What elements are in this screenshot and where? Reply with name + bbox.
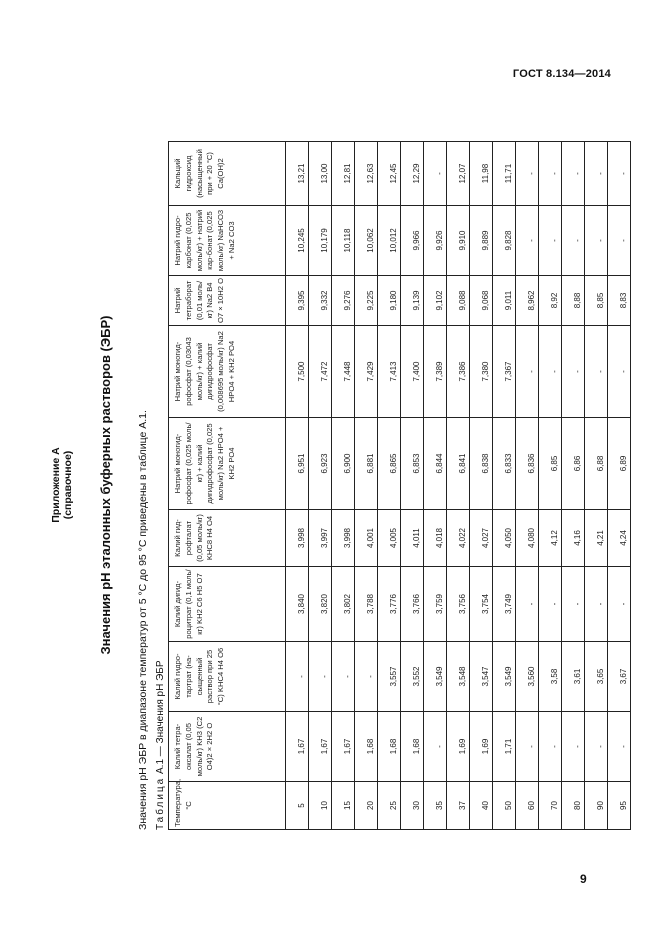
appendix-subtitle: (справочное) xyxy=(62,450,74,520)
ph-value-cell: - xyxy=(424,142,447,206)
header-potassium-hydrophthalate: Калий гид-рофталат (0,05 моль/кг) KHC8 H4 O4 xyxy=(169,510,286,567)
table-caption-rest: А.1 — Значения рН ЭБР xyxy=(155,660,166,774)
ph-value-cell: 1,68 xyxy=(401,712,424,782)
ph-value-cell: 6,841 xyxy=(447,418,470,510)
ph-value-cell: 3,549 xyxy=(493,642,516,712)
table-row xyxy=(539,142,562,830)
ph-value-cell: 9,276 xyxy=(332,276,355,326)
ph-value-cell: 12,29 xyxy=(401,142,424,206)
header-potassium-tetraoxalate: Калий тетра-оксалат (0,05 моль/кг) KH3 (C2 O4)2 × 2H2 O xyxy=(169,712,286,782)
main-title: Значения рН эталонных буферных растворов (ЭБР) xyxy=(98,315,113,655)
ph-value-cell: 4,027 xyxy=(470,510,493,567)
ph-value-cell: 6,836 xyxy=(516,418,539,510)
ph-value-cell: 7,500 xyxy=(286,326,309,418)
ph-value-cell: 9,225 xyxy=(355,276,378,326)
ph-value-cell: 1,67 xyxy=(286,712,309,782)
ph-value-cell: 10,062 xyxy=(355,206,378,276)
appendix-heading xyxy=(50,140,74,830)
ph-value-cell: - xyxy=(585,567,608,642)
ph-value-cell: - xyxy=(562,712,585,782)
ph-value-cell: 3,61 xyxy=(562,642,585,712)
ph-value-cell: 4,018 xyxy=(424,510,447,567)
ph-value-cell: - xyxy=(539,326,562,418)
ph-value-cell: - xyxy=(562,142,585,206)
ph-value-cell: 4,21 xyxy=(585,510,608,567)
header-phosphate-2: Натрий моногид-рофосфат (0,03043 моль/кг) + калий дигидрофосфат (0,008695 моль/кг) Na2 HPO4 + KH2 PO4 xyxy=(169,326,286,418)
ph-value-cell: - xyxy=(516,326,539,418)
ph-value-cell: 3,788 xyxy=(355,567,378,642)
ph-value-cell: - xyxy=(562,326,585,418)
ph-value-cell: - xyxy=(286,642,309,712)
ph-value-cell: 8,88 xyxy=(562,276,585,326)
table-row xyxy=(401,142,424,830)
ph-value-cell: 11,98 xyxy=(470,142,493,206)
ph-value-cell: 7,429 xyxy=(355,326,378,418)
header-potassium-dihydrocitrate: Калий дигид-роцитрат (0,1 моль/кг) KH2 C6 H5 O7 xyxy=(169,567,286,642)
ph-value-cell: 9,011 xyxy=(493,276,516,326)
ph-value-cell: 6,838 xyxy=(470,418,493,510)
ph-value-cell: 7,400 xyxy=(401,326,424,418)
ph-value-cell: 4,16 xyxy=(562,510,585,567)
ph-value-cell: 12,81 xyxy=(332,142,355,206)
table-row xyxy=(355,142,378,830)
table-row xyxy=(562,142,585,830)
ph-value-cell: 6,853 xyxy=(401,418,424,510)
ph-value-cell: 9,926 xyxy=(424,206,447,276)
ph-value-cell: 7,448 xyxy=(332,326,355,418)
ph-value-cell: - xyxy=(539,567,562,642)
ph-value-cell: 7,472 xyxy=(309,326,332,418)
header-calcium-hydroxide: Кальций гидроксид (насыщенный при + 20 °С) Ca(OH)2 xyxy=(169,142,286,206)
ph-value-cell: 4,005 xyxy=(378,510,401,567)
table-row xyxy=(470,142,493,830)
ph-value-cell: 3,759 xyxy=(424,567,447,642)
header-carbonate: Натрий гидро-карбонат (0,025 моль/кг) + натрий кар-бонат (0,025 моль/кг) NaHCO3 + Na2 CO3 xyxy=(169,206,286,276)
intro-text: Значения рН ЭБР в диапазоне температур от 5 °С до 95 °С приведены в таблице А.1. xyxy=(137,410,149,830)
ph-value-cell: 4,022 xyxy=(447,510,470,567)
ph-value-cell: 13,21 xyxy=(286,142,309,206)
ph-value-cell: 7,386 xyxy=(447,326,470,418)
ph-value-cell: 9,088 xyxy=(447,276,470,326)
ph-value-cell: 1,67 xyxy=(332,712,355,782)
ph-value-cell: - xyxy=(539,142,562,206)
ph-value-cell: 12,45 xyxy=(378,142,401,206)
table-row xyxy=(424,142,447,830)
temperature-cell: 35 xyxy=(424,782,447,830)
ph-value-cell: 3,802 xyxy=(332,567,355,642)
ph-value-cell: 4,001 xyxy=(355,510,378,567)
ph-value-cell: 3,549 xyxy=(424,642,447,712)
ph-value-cell: 10,245 xyxy=(286,206,309,276)
temperature-cell: 90 xyxy=(585,782,608,830)
ph-value-cell: 1,67 xyxy=(309,712,332,782)
ph-value-cell: 8,962 xyxy=(516,276,539,326)
temperature-cell: 25 xyxy=(378,782,401,830)
ph-value-cell: 3,560 xyxy=(516,642,539,712)
ph-value-cell: 1,69 xyxy=(447,712,470,782)
ph-value-cell: 4,011 xyxy=(401,510,424,567)
table-caption-label: Таблица xyxy=(155,776,166,830)
ph-value-cell: 3,547 xyxy=(470,642,493,712)
temperature-cell: 10 xyxy=(309,782,332,830)
ph-value-cell: 9,828 xyxy=(493,206,516,276)
temperature-cell: 95 xyxy=(608,782,631,830)
ph-value-cell: - xyxy=(585,326,608,418)
ph-value-cell: 8,92 xyxy=(539,276,562,326)
ph-value-cell: 4,24 xyxy=(608,510,631,567)
ph-value-cell: 10,118 xyxy=(332,206,355,276)
ph-value-cell: 10,012 xyxy=(378,206,401,276)
ph-value-cell: 6,951 xyxy=(286,418,309,510)
ph-value-cell: 6,900 xyxy=(332,418,355,510)
ph-value-cell: 9,332 xyxy=(309,276,332,326)
ph-value-cell: 11,71 xyxy=(493,142,516,206)
ph-value-cell: - xyxy=(355,642,378,712)
ph-value-cell: - xyxy=(608,206,631,276)
header-potassium-hydrotartrate: Калий гидро-тартрат (на-сыщенный раствор при 25 °С) KHC4 H4 O6 xyxy=(169,642,286,712)
ph-value-cell: 7,389 xyxy=(424,326,447,418)
ph-value-cell: 9,910 xyxy=(447,206,470,276)
table-body xyxy=(286,142,631,830)
ph-value-cell: 7,413 xyxy=(378,326,401,418)
ph-value-cell: 1,69 xyxy=(470,712,493,782)
ph-value-cell: 12,07 xyxy=(447,142,470,206)
ph-value-cell: 6,844 xyxy=(424,418,447,510)
ph-value-cell: - xyxy=(608,142,631,206)
table-row xyxy=(493,142,516,830)
ph-value-cell: - xyxy=(516,206,539,276)
ph-value-cell: 4,080 xyxy=(516,510,539,567)
ph-value-cell: 6,88 xyxy=(585,418,608,510)
ph-value-cell: 8,85 xyxy=(585,276,608,326)
table-row xyxy=(608,142,631,830)
ph-value-cell: 13,00 xyxy=(309,142,332,206)
ph-value-cell: 3,998 xyxy=(332,510,355,567)
ph-value-cell: 3,766 xyxy=(401,567,424,642)
ph-value-cell: 9,966 xyxy=(401,206,424,276)
ph-value-cell: - xyxy=(585,206,608,276)
ph-value-cell: 3,548 xyxy=(447,642,470,712)
ph-value-cell: 10,179 xyxy=(309,206,332,276)
temperature-cell: 70 xyxy=(539,782,562,830)
table-caption xyxy=(155,660,166,830)
ph-value-cell: - xyxy=(585,142,608,206)
ph-value-cell: 3,998 xyxy=(286,510,309,567)
ph-value-cell: 6,923 xyxy=(309,418,332,510)
ph-value-cell: 3,749 xyxy=(493,567,516,642)
ph-value-cell: - xyxy=(539,712,562,782)
ph-value-cell: 6,865 xyxy=(378,418,401,510)
ph-value-cell: - xyxy=(585,712,608,782)
ph-value-cell: 3,65 xyxy=(585,642,608,712)
ph-value-cell: - xyxy=(309,642,332,712)
ph-value-cell: 4,12 xyxy=(539,510,562,567)
ph-value-cell: - xyxy=(608,326,631,418)
ph-value-cell: - xyxy=(539,206,562,276)
temperature-cell: 37 xyxy=(447,782,470,830)
ph-value-cell: 6,85 xyxy=(539,418,562,510)
temperature-cell: 60 xyxy=(516,782,539,830)
ph-value-cell: 9,102 xyxy=(424,276,447,326)
ph-value-cell: 9,180 xyxy=(378,276,401,326)
ph-value-cell: - xyxy=(562,567,585,642)
ph-value-cell: 3,997 xyxy=(309,510,332,567)
ph-value-cell: 1,68 xyxy=(378,712,401,782)
ph-value-cell: 3,557 xyxy=(378,642,401,712)
ph-value-cell: - xyxy=(516,567,539,642)
temperature-cell: 80 xyxy=(562,782,585,830)
table-row xyxy=(332,142,355,830)
header-sodium-tetraborate: Натрий тетраборат (0,01 моль/кг) Na2 B4 O7 × 10H2 O xyxy=(169,276,286,326)
ph-value-cell: 3,552 xyxy=(401,642,424,712)
temperature-cell: 50 xyxy=(493,782,516,830)
ph-value-cell: - xyxy=(516,712,539,782)
ph-value-cell: - xyxy=(332,642,355,712)
appendix-title: Приложение А xyxy=(50,447,62,523)
ph-value-cell: 3,67 xyxy=(608,642,631,712)
ph-value-cell: 3,820 xyxy=(309,567,332,642)
ph-value-cell: 1,71 xyxy=(493,712,516,782)
ph-value-cell: 3,840 xyxy=(286,567,309,642)
ph-value-cell: - xyxy=(562,206,585,276)
ph-value-cell: 12,63 xyxy=(355,142,378,206)
ph-value-cell: - xyxy=(516,142,539,206)
ph-value-cell: 9,068 xyxy=(470,276,493,326)
temperature-cell: 15 xyxy=(332,782,355,830)
rotated-content xyxy=(50,140,628,830)
table-row xyxy=(378,142,401,830)
ph-value-cell: 9,395 xyxy=(286,276,309,326)
ph-value-cell: 3,756 xyxy=(447,567,470,642)
ph-values-table xyxy=(168,141,631,830)
table-row xyxy=(286,142,309,830)
temperature-cell: 40 xyxy=(470,782,493,830)
ph-value-cell: 7,380 xyxy=(470,326,493,418)
table-row xyxy=(447,142,470,830)
ph-value-cell: 6,881 xyxy=(355,418,378,510)
table-row xyxy=(309,142,332,830)
ph-value-cell: 3,776 xyxy=(378,567,401,642)
ph-value-cell: 1,68 xyxy=(355,712,378,782)
header-phosphate-1: Натрий моногид-рофосфат (0,025 моль/кг) + калий дигидрофосфат (0,025 моль/кг) Na2 HPO4 + KH2 PO4 xyxy=(169,418,286,510)
ph-value-cell: 6,833 xyxy=(493,418,516,510)
table-row xyxy=(585,142,608,830)
ph-value-cell: 3,58 xyxy=(539,642,562,712)
table-header-row xyxy=(169,142,286,830)
ph-value-cell: 9,889 xyxy=(470,206,493,276)
temperature-cell: 30 xyxy=(401,782,424,830)
ph-value-cell: 9,139 xyxy=(401,276,424,326)
ph-value-cell: - xyxy=(608,712,631,782)
ph-value-cell: - xyxy=(608,567,631,642)
ph-value-cell: - xyxy=(424,712,447,782)
ph-value-cell: 3,754 xyxy=(470,567,493,642)
temperature-cell: 5 xyxy=(286,782,309,830)
temperature-cell: 20 xyxy=(355,782,378,830)
ph-value-cell: 7,367 xyxy=(493,326,516,418)
header-temperature: Температура, °С xyxy=(169,782,286,830)
standard-code: ГОСТ 8.134—2014 xyxy=(512,68,611,80)
ph-value-cell: 4,050 xyxy=(493,510,516,567)
ph-value-cell: 6,86 xyxy=(562,418,585,510)
page-number: 9 xyxy=(580,872,587,886)
table-row xyxy=(516,142,539,830)
ph-value-cell: 8,83 xyxy=(608,276,631,326)
ph-value-cell: 6,89 xyxy=(608,418,631,510)
